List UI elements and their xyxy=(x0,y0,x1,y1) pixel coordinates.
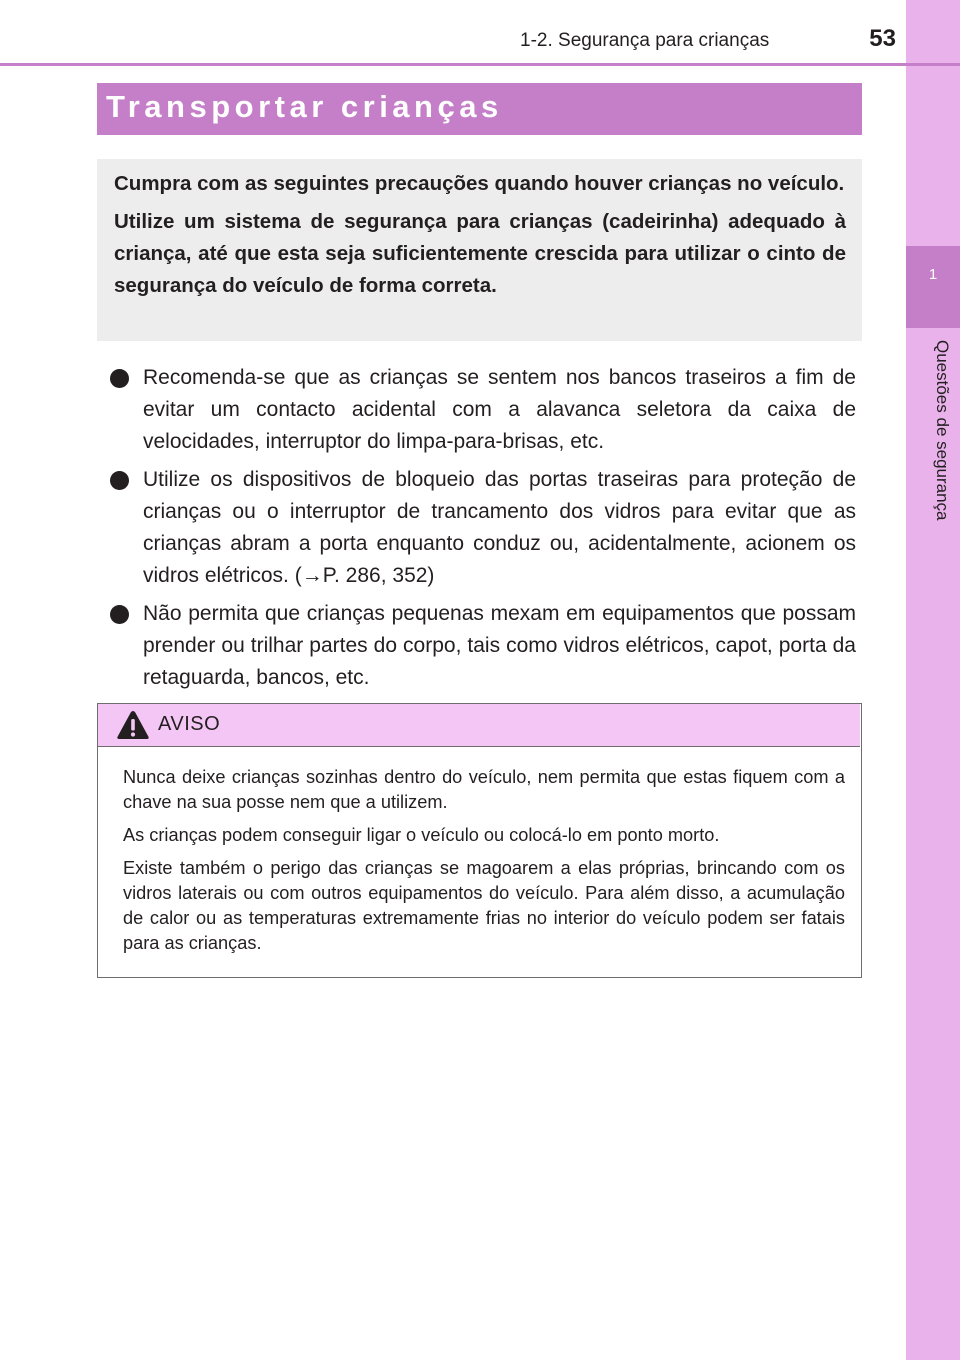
header-rule xyxy=(0,63,960,66)
bullet-item xyxy=(110,598,856,694)
warning-paragraph: As crianças podem conseguir ligar o veículo ou colocá-lo em ponto morto. xyxy=(123,825,720,845)
bullet-dot-icon xyxy=(110,605,129,624)
bullet-dot-icon xyxy=(110,471,129,490)
chapter-side-tab xyxy=(906,0,960,1360)
warning-box xyxy=(97,703,862,978)
bullet-item xyxy=(110,362,856,458)
warning-body xyxy=(123,765,845,964)
bullet-text: Não permita que crianças pequenas mexam em equipamentos que possam prender ou trilhar partes do corpo, tais como vidros elétricos, capot, porta da retaguarda, bancos, etc. xyxy=(143,602,856,689)
warning-label: AVISO xyxy=(158,713,221,735)
warning-triangle-icon xyxy=(116,709,150,741)
intro-paragraph: Utilize um sistema de segurança para crianças (cadeirinha) adequado à criança, até que esta seja suficientemente crescida para utilizar o cinto de segurança do veículo de forma correta. xyxy=(114,210,846,297)
bullet-text: Utilize os dispositivos de bloqueio das portas traseiras para proteção de crianças ou o interruptor de trancamento dos vidros para evitar que as crianças abram a porta enquanto conduz ou, acidentalmente, acionem os vidros elétricos. (→P. 286, 352) xyxy=(143,468,856,587)
chapter-tab-marker xyxy=(906,246,960,328)
page-number: 53 xyxy=(869,25,896,52)
bullet-item xyxy=(110,464,856,592)
intro-box xyxy=(97,159,862,341)
page-title: Transportar crianças xyxy=(106,89,503,124)
warning-paragraph: Existe também o perigo das crianças se magoarem a elas próprias, brincando com os vidros laterais ou com outros equipamentos do veículo. Para além disso, a acumulação de calor ou as temperaturas extremamente frias no interior do veículo podem ser fatais para as crianças. xyxy=(123,858,845,953)
warning-header xyxy=(98,704,860,747)
section-title-bar xyxy=(97,83,862,135)
header-section-title: 1-2. Segurança para crianças xyxy=(520,30,770,51)
warning-paragraph: Nunca deixe crianças sozinhas dentro do veículo, nem permita que estas fiquem com a chave na sua posse nem que a utilizem. xyxy=(123,767,845,812)
chapter-title: Questões de segurança xyxy=(933,340,952,521)
intro-paragraph: Cumpra com as seguintes precauções quando houver crianças no veículo. xyxy=(114,172,845,195)
bullet-dot-icon xyxy=(110,369,129,388)
bullet-text: Recomenda-se que as crianças se sentem nos bancos traseiros a fim de evitar um contacto acidental com a alavanca seletora da caixa de velocidades, interruptor do limpa-para-brisas, etc. xyxy=(143,366,856,453)
chapter-number: 1 xyxy=(928,266,938,283)
bullet-list xyxy=(110,362,856,700)
